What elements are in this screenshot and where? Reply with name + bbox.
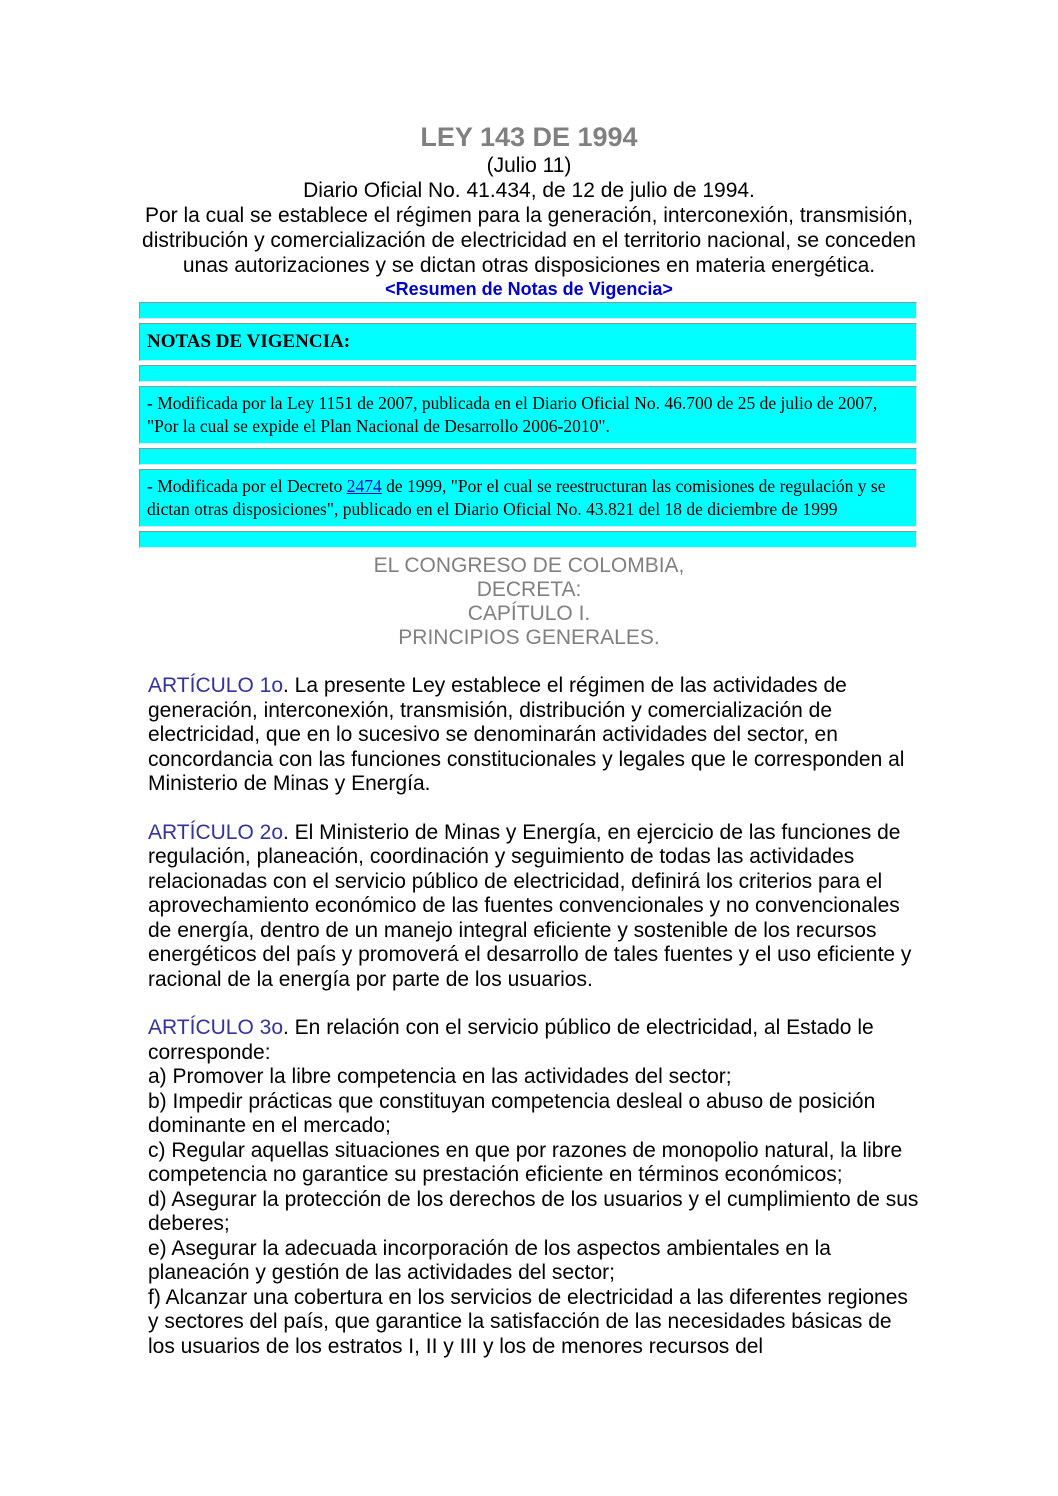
note-row-ley-1151 [139, 386, 917, 444]
article-3-label: ARTÍCULO 3o [148, 1016, 283, 1039]
decreto-2474-link[interactable]: 2474 [346, 476, 382, 496]
table-spacer-row [139, 531, 917, 548]
section-headings [139, 554, 919, 650]
table-spacer-row [139, 365, 917, 382]
gazette-line: Diario Oficial No. 41.434, de 12 de julio de 1994. [303, 179, 755, 202]
article-3-item-a: a) Promover la libre competencia en las actividades del sector; [148, 1065, 732, 1088]
heading-capitulo: CAPÍTULO I. [467, 602, 591, 625]
article-2-label: ARTÍCULO 2o [148, 820, 283, 844]
article-1-paragraph [139, 674, 919, 797]
article-3-item-c: c) Regular aquellas situaciones en que por razones de monopolio natural, la libre competencia no garantice su prestación eficiente en términos económicos; [148, 1138, 903, 1186]
article-1-sep: . [283, 674, 295, 697]
heading-principios: PRINCIPIOS GENERALES. [398, 626, 660, 649]
note-ley-1151-text: - Modificada por la Ley 1151 de 2007, publicada en el Diario Oficial No. 46.700 de 25 de julio de 2007, "Por la cual se expide el Plan Nacional de Desarrollo 2006-2010". [147, 393, 878, 436]
date-line: (Julio 11) [486, 154, 572, 177]
article-3-sep: . [283, 1016, 295, 1039]
notas-vigencia-table [139, 302, 917, 548]
article-1-text: La presente Ley establece el régimen de las actividades de generación, interconexión, transmisión, distribución y comercialización de electricidad, que en lo sucesivo se denominarán actividades del sector, en concordancia con las funciones constitucionales y legales que le corresponden al Ministerio de Minas y Energía. [148, 674, 905, 795]
heading-congreso: EL CONGRESO DE COLOMBIA, [373, 554, 685, 577]
article-3-item-b: b) Impedir prácticas que constituyan competencia desleal o abuso de posición dominante en el mercado; [148, 1089, 876, 1137]
article-3-paragraph [139, 1016, 919, 1065]
resumen-notas-vigencia-link[interactable]: <Resumen de Notas de Vigencia> [385, 279, 673, 299]
article-2-text: El Ministerio de Minas y Energía, en ejercicio de las funciones de regulación, planeación, coordinación y seguimiento de todas las actividades relacionadas con el servicio público de electricidad, definirá los criterios para el aprovechamiento económico de las fuentes convencionales y no convencionales de energía, dentro de un manejo integral eficiente y sostenible de los recursos energéticos del país y promoverá el desarrollo de tales fuentes y el uso eficiente y racional de la energía por parte de los usuarios. [148, 820, 912, 991]
article-3-item-e: e) Asegurar la adecuada incorporación de los aspectos ambientales en la planeación y gestión de las actividades del sector; [148, 1236, 831, 1284]
note-decreto-text-after: de 1999, "Por el cual se reestructuran las comisiones de regulación y se dictan otras disposiciones", publicado en el Diario Oficial No. 43.821 del 18 de diciembre de 1999 [147, 476, 886, 519]
article-2-sep: . [283, 820, 295, 844]
table-spacer-row [139, 302, 917, 319]
law-description: Por la cual se establece el régimen para la generación, interconexión, transmisión, distribución y comercialización de electricidad en el territorio nacional, se conceden unas autorizaciones y se dictan otras disposiciones en materia energética. [142, 204, 916, 277]
document-page [139, 0, 919, 1359]
note-decreto-text-before: - Modificada por el Decreto [147, 476, 347, 496]
note-row-decreto-2474 [139, 469, 917, 527]
article-2-paragraph [139, 821, 919, 993]
article-1-label: ARTÍCULO 1o [148, 674, 283, 697]
article-3-item-f: f) Alcanzar una cobertura en los servicios de electricidad a las diferentes regiones y sectores del país, que garantice la satisfacción de las necesidades básicas de los usuarios de los estratos I, II y III y los de menores recursos del [148, 1285, 908, 1358]
article-3-item-d: d) Asegurar la protección de los derechos de los usuarios y el cumplimiento de sus deberes; [148, 1187, 919, 1235]
table-spacer-row [139, 448, 917, 465]
notas-vigencia-header-row [139, 323, 917, 361]
page-title: LEY 143 DE 1994 [420, 122, 638, 152]
notas-vigencia-header-label: NOTAS DE VIGENCIA: [147, 331, 351, 352]
article-3-text: En relación con el servicio público de electricidad, al Estado le corresponde: [148, 1016, 874, 1064]
heading-decreta: DECRETA: [476, 578, 582, 601]
